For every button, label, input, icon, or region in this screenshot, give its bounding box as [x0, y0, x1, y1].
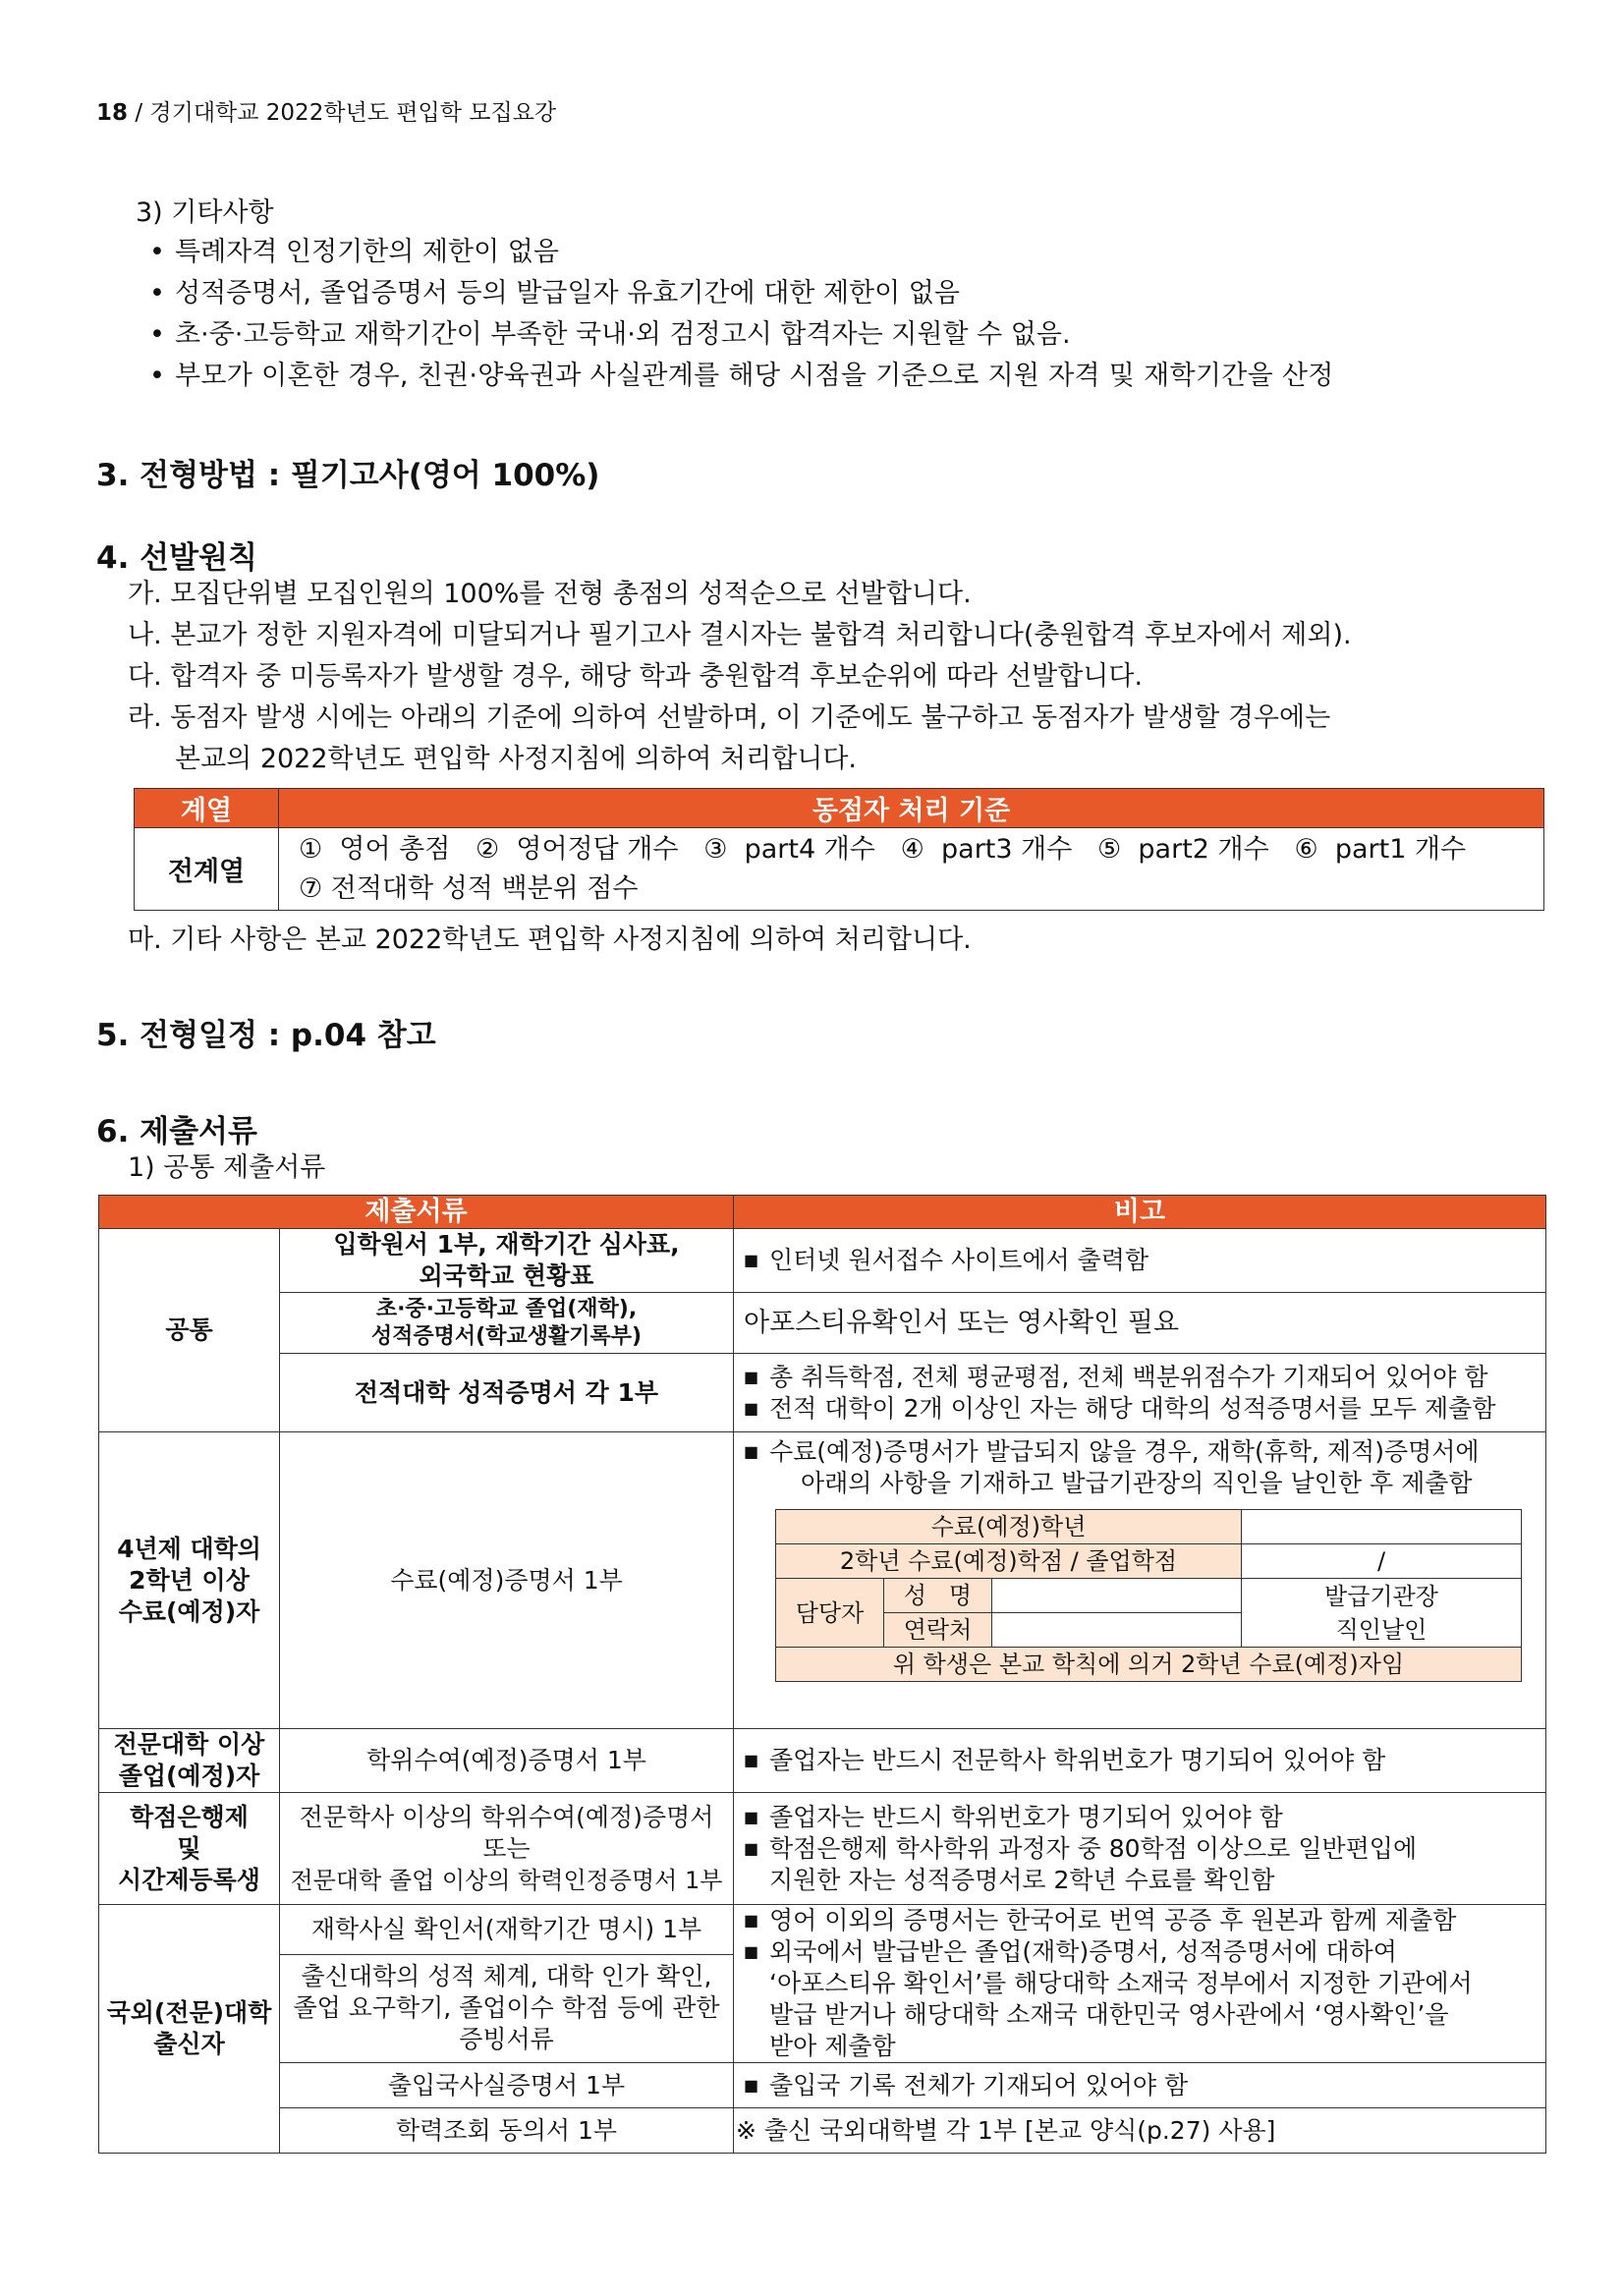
- group-common: 공통: [99, 1229, 280, 1432]
- rule-da: 다. 합격자 중 미등록자가 발생할 경우, 해당 학과 충원합격 후보순위에 따라 선발합니다.: [128, 661, 1144, 692]
- group-fouryear-line2: 2학년 이상: [129, 1565, 250, 1595]
- form-contact-label: 연락처: [884, 1613, 992, 1648]
- rule-na: 나. 본교가 정한 지원자격에 미달되거나 필기고사 결시자는 불합격 처리합니다(충원합격 후보자에서 제외).: [128, 620, 1352, 650]
- doc-transcript: 전적대학 성적증명서 각 1부: [280, 1354, 734, 1432]
- group-fouryear-line3: 수료(예정)자: [118, 1596, 260, 1626]
- section-4-title: 4. 선발원칙: [96, 540, 257, 576]
- group-college: [99, 1729, 280, 1793]
- group-creditbank-line1: 학점은행제: [130, 1802, 249, 1831]
- header-separator: /: [135, 100, 143, 126]
- doc-consent: 학력조회 동의서 1부: [280, 2108, 734, 2154]
- doc-school-cert-line1: 초·중·고등학교 졸업(재학),: [375, 1296, 638, 1321]
- page-header: [96, 94, 556, 127]
- form-credit-label: 2학년 수료(예정)학점 / 졸업학점: [776, 1544, 1242, 1579]
- doc-degree-cert: 학위수여(예정)증명서 1부: [280, 1729, 734, 1793]
- tie-criteria-line1: ① 영어 총점 ② 영어정답 개수 ③ part4 개수 ④ part3 개수 ⑤ part2 개수 ⑥ part1 개수: [299, 833, 1467, 865]
- note-transcript-a: ■ 총 취득학점, 전체 평균평점, 전체 백분위점수가 기재되어 있어야 함: [744, 1362, 1545, 1393]
- group-creditbank-line3: 시간제등록생: [118, 1865, 260, 1894]
- form-contact-value: [992, 1613, 1242, 1648]
- etc-heading: 3) 기타사항: [136, 197, 274, 228]
- note-immigration-text: ■ 출입국 기록 전체가 기재되어 있어야 함: [744, 2070, 1545, 2101]
- header-title: 경기대학교 2022학년도 편입학 모집요강: [149, 100, 557, 126]
- group-fouryear: [99, 1432, 280, 1729]
- note-completion: [734, 1432, 1546, 1729]
- doc-completion-cert: 수료(예정)증명서 1부: [280, 1432, 734, 1729]
- note-apostille: 아포스티유확인서 또는 영사확인 필요: [734, 1293, 1546, 1354]
- group-fouryear-line1: 4년제 대학의: [117, 1534, 261, 1563]
- doc-application-line1: 입학원서 1부, 재학기간 심사표,: [333, 1230, 680, 1259]
- note-transcript-b: ■ 전적 대학이 2개 이상인 자는 해당 대학의 성적증명서를 모두 제출함: [744, 1393, 1545, 1425]
- note-immigration: [734, 2063, 1546, 2108]
- form-name-value: [992, 1579, 1242, 1613]
- form-staff-label: 담당자: [776, 1579, 884, 1648]
- group-creditbank: [99, 1793, 280, 1905]
- note-foreign-c: ‘아포스티유 확인서’를 해당대학 소재국 정부에서 지정한 기관에서: [769, 1969, 1473, 1997]
- group-foreign-line2: 출신자: [153, 2030, 225, 2058]
- rule-ga: 가. 모집단위별 모집인원의 100%를 전형 총점의 성적순으로 선발합니다.: [128, 579, 972, 609]
- doc-school-cert: [280, 1293, 734, 1354]
- notes-header: 비고: [734, 1196, 1546, 1229]
- note-foreign-b: ■ 외국에서 발급받은 졸업(재학)증명서, 성적증명서에 대하여: [744, 1936, 1545, 1968]
- form-year-label: 수료(예정)학년: [776, 1510, 1242, 1544]
- group-foreign-line1: 국외(전문)대학: [106, 1998, 272, 2027]
- doc-application: [280, 1229, 734, 1293]
- form-credit-value: /: [1242, 1544, 1522, 1579]
- doc-foreign-evidence-line2: 졸업 요구학기, 졸업이수 학점 등에 관한: [293, 1993, 720, 2023]
- group-college-line2: 졸업(예정)자: [118, 1762, 260, 1790]
- note-foreign-a: ■ 영어 이외의 증명서는 한국어로 번역 공증 후 원본과 함께 제출함: [744, 1905, 1545, 1936]
- etc-bullet-3: • 초·중·고등학교 재학기간이 부족한 국내·외 검정고시 합격자는 지원할 수 없음.: [149, 318, 1071, 352]
- rule-ra-cont: 본교의 2022학년도 편입학 사정지침에 의하여 처리합니다.: [175, 744, 858, 774]
- doc-creditbank-line3: 전문대학 졸업 이상의 학력인정증명서 1부: [290, 1866, 723, 1894]
- etc-bullet-1: • 특례자격 인정기한의 제한이 없음: [149, 236, 559, 269]
- doc-application-line2: 외국학교 현황표: [419, 1261, 594, 1290]
- group-foreign: [99, 1905, 280, 2154]
- section-6-title: 6. 제출서류: [96, 1114, 257, 1149]
- form-seal: [1242, 1579, 1522, 1648]
- section-6-sub: 1) 공통 제출서류: [128, 1152, 326, 1183]
- form-year-value: [1242, 1510, 1522, 1544]
- etc-bullet-2: • 성적증명서, 졸업증명서 등의 발급일자 유효기간에 대한 제한이 없음: [149, 277, 960, 310]
- note-creditbank-c: 지원한 자는 성적증명서로 2학년 수료를 확인함: [769, 1865, 1275, 1894]
- tie-header-criteria: 동점자 처리 기준: [279, 789, 1544, 828]
- rule-ra: 라. 동점자 발생 시에는 아래의 기준에 의하여 선발하며, 이 기준에도 불구하고 동점자가 발생할 경우에는: [128, 702, 1331, 733]
- etc-bullet-4: • 부모가 이혼한 경우, 친권·양육권과 사실관계를 해당 시점을 기준으로 지원 자격 및 재학기간을 산정: [149, 360, 1334, 393]
- doc-creditbank-line2: 또는: [482, 1833, 531, 1863]
- form-seal-line1: 발급기관장: [1324, 1582, 1438, 1610]
- section-3-title: 3. 전형방법 : 필기고사(영어 100%): [96, 458, 600, 493]
- doc-creditbank: [280, 1793, 734, 1905]
- page-number: 18: [96, 100, 129, 126]
- note-completion-a: ■ 수료(예정)증명서가 발급되지 않을 경우, 재학(휴학, 제적)증명서에: [744, 1436, 1545, 1468]
- note-creditbank: [734, 1793, 1546, 1905]
- form-name-label: 성 명: [884, 1579, 992, 1613]
- note-transcript: [734, 1354, 1546, 1432]
- doc-foreign-evidence-line3: 증빙서류: [459, 2025, 554, 2054]
- group-creditbank-line2: 및: [177, 1833, 201, 1863]
- note-creditbank-b: ■ 학점은행제 학사학위 과정자 중 80학점 이상으로 일반편입에: [744, 1833, 1545, 1865]
- note-degree: [734, 1729, 1546, 1793]
- note-creditbank-a: ■ 졸업자는 반드시 학위번호가 명기되어 있어야 함: [744, 1802, 1545, 1833]
- tie-criteria-line2: ⑦ 전적대학 성적 백분위 점수: [299, 872, 639, 904]
- note-application: [734, 1229, 1546, 1293]
- tie-break-table: [134, 788, 1544, 911]
- form-seal-line2: 직인날인: [1335, 1615, 1428, 1644]
- doc-immigration: 출입국사실증명서 1부: [280, 2063, 734, 2108]
- tie-row-label: 전계열: [135, 828, 279, 911]
- section-5-title: 5. 전형일정 : p.04 참고: [96, 1018, 436, 1053]
- note-foreign: [734, 1905, 1546, 2063]
- tie-header-field: 계열: [135, 789, 279, 828]
- note-application-text: ■ 인터넷 원서접수 사이트에서 출력함: [744, 1245, 1545, 1276]
- tie-criteria-cell: [279, 828, 1544, 911]
- doc-creditbank-line1: 전문학사 이상의 학위수여(예정)증명서: [299, 1802, 714, 1831]
- note-foreign-e: 받아 제출함: [769, 2032, 896, 2060]
- note-completion-b: 아래의 사항을 기재하고 발급기관장의 직인을 날인한 후 제출함: [801, 1469, 1473, 1497]
- form-confirm: 위 학생은 본교 학칙에 의거 2학년 수료(예정)자임: [776, 1648, 1522, 1682]
- note-consent: ※ 출신 국외대학별 각 1부 [본교 양식(p.27) 사용]: [734, 2108, 1546, 2154]
- doc-enrollment: 재학사실 확인서(재학기간 명시) 1부: [280, 1905, 734, 1955]
- group-college-line1: 전문대학 이상: [113, 1730, 265, 1759]
- note-foreign-d: 발급 받거나 해당대학 소재국 대한민국 영사관에서 ‘영사확인’을: [769, 2000, 1449, 2029]
- rule-ma: 마. 기타 사항은 본교 2022학년도 편입학 사정지침에 의하여 처리합니다.: [128, 924, 972, 955]
- documents-table: [98, 1195, 1546, 2154]
- doc-foreign-evidence-line1: 출신대학의 성적 체계, 대학 인가 확인,: [301, 1962, 712, 1991]
- docs-header: 제출서류: [99, 1196, 734, 1229]
- doc-school-cert-line2: 성적증명서(학교생활기록부): [370, 1323, 643, 1349]
- doc-foreign-evidence: [280, 1954, 734, 2062]
- completion-form: [775, 1509, 1522, 1682]
- note-degree-text: ■ 졸업자는 반드시 전문학사 학위번호가 명기되어 있어야 함: [744, 1745, 1545, 1776]
